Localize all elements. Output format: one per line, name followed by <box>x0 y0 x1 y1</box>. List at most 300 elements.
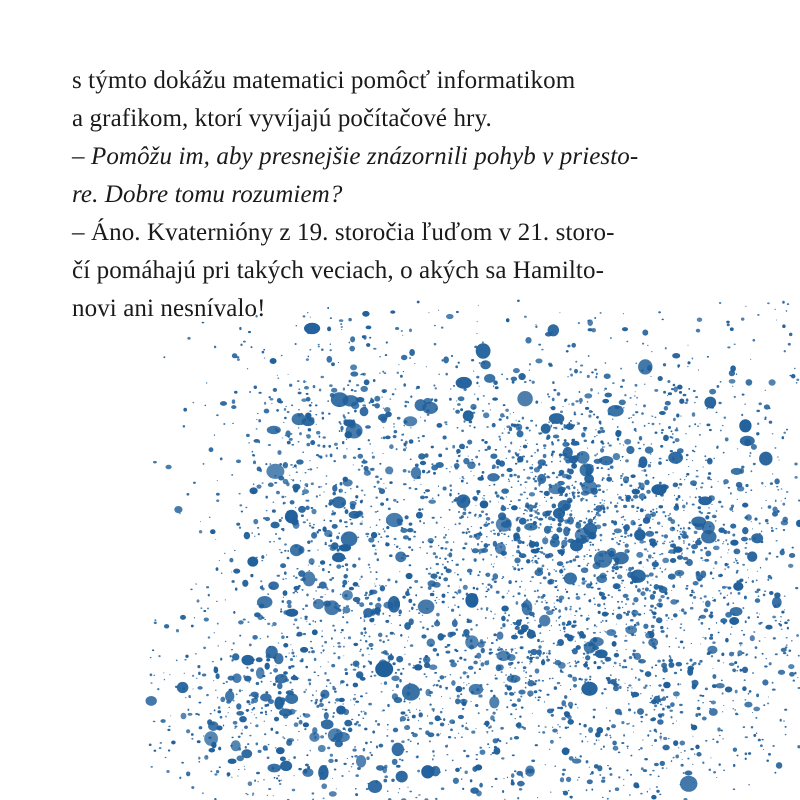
ink-dot <box>467 569 473 573</box>
ink-dot <box>512 754 515 756</box>
ink-dot <box>371 754 373 756</box>
ink-dot <box>238 769 239 770</box>
ink-dot <box>565 607 568 611</box>
ink-dot <box>732 602 734 604</box>
ink-dot <box>462 532 465 534</box>
ink-dot <box>703 601 704 602</box>
ink-dot <box>788 343 791 346</box>
ink-dot <box>733 764 735 767</box>
ink-dot <box>281 635 285 639</box>
ink-dot <box>380 478 383 480</box>
ink-dot <box>682 759 683 760</box>
ink-dot <box>343 763 346 765</box>
ink-dot <box>653 709 655 711</box>
ink-dot <box>336 788 337 789</box>
ink-dot <box>544 497 545 498</box>
ink-dot <box>293 486 298 493</box>
ink-dot <box>720 730 722 732</box>
ink-dot <box>418 720 419 721</box>
ink-dot <box>445 447 448 450</box>
ink-dot <box>479 514 482 517</box>
ink-dot <box>763 704 765 706</box>
ink-dot <box>650 594 655 600</box>
ink-dot <box>635 431 637 433</box>
ink-dot <box>615 787 619 791</box>
ink-dot <box>727 566 729 569</box>
ink-dot <box>712 578 715 580</box>
ink-dot <box>254 385 257 388</box>
ink-dot <box>609 773 612 776</box>
ink-dot <box>529 675 532 677</box>
ink-dot <box>467 675 470 678</box>
ink-dot <box>261 669 263 671</box>
ink-dot <box>523 727 526 730</box>
ink-dot <box>577 492 579 494</box>
ink-dot <box>277 683 283 690</box>
ink-dot <box>325 505 327 507</box>
ink-dot <box>411 732 414 734</box>
ink-dot <box>713 771 716 773</box>
ink-dot <box>453 541 454 542</box>
ink-dot <box>408 471 411 473</box>
ink-dot <box>194 617 195 619</box>
ink-dot <box>643 624 648 629</box>
ink-dot <box>616 624 617 625</box>
ink-dot <box>654 646 657 649</box>
ink-dot <box>306 358 309 361</box>
ink-dot <box>490 409 491 410</box>
ink-dot <box>469 425 471 427</box>
ink-dot <box>332 687 336 690</box>
ink-dot <box>493 484 495 486</box>
ink-dot <box>757 588 761 591</box>
ink-dot <box>549 413 564 424</box>
ink-dot <box>659 736 662 739</box>
ink-dot <box>631 687 632 688</box>
ink-dot <box>315 590 316 592</box>
ink-dot <box>437 653 439 655</box>
ink-dot <box>340 426 343 431</box>
ink-dot <box>523 492 526 494</box>
ink-dot <box>389 615 391 617</box>
ink-dot <box>552 503 557 508</box>
ink-dot <box>334 606 338 609</box>
ink-dot <box>672 433 674 435</box>
ink-dot <box>588 519 593 525</box>
ink-dot <box>530 649 537 655</box>
ink-dot <box>378 633 382 638</box>
ink-dot <box>208 594 210 597</box>
ink-dot <box>639 660 642 662</box>
ink-dot <box>439 557 441 559</box>
ink-dot <box>187 709 189 711</box>
ink-dot <box>404 444 406 446</box>
ink-dot <box>637 442 639 444</box>
ink-dot <box>276 677 278 679</box>
ink-dot <box>508 580 511 584</box>
ink-dot <box>700 423 701 424</box>
ink-dot <box>556 596 558 598</box>
ink-dot <box>293 675 295 677</box>
ink-dot <box>612 566 616 569</box>
ink-dot <box>373 348 376 350</box>
ink-dot <box>295 577 298 579</box>
ink-dot <box>601 692 604 694</box>
ink-dot <box>542 511 549 517</box>
ink-dot <box>662 542 665 544</box>
ink-dot <box>288 759 289 760</box>
ink-dot <box>637 588 641 592</box>
ink-dot <box>572 677 577 682</box>
ink-dot <box>214 667 219 674</box>
ink-dot <box>383 528 384 529</box>
ink-dot <box>282 528 284 531</box>
ink-dot <box>546 656 548 659</box>
ink-dot <box>501 606 508 612</box>
ink-dot <box>675 505 679 508</box>
ink-dot <box>298 553 300 554</box>
ink-dot <box>655 432 658 434</box>
ink-dot <box>353 698 356 701</box>
ink-dot <box>302 506 303 507</box>
ink-dot <box>524 481 525 483</box>
ink-dot <box>238 620 244 624</box>
ink-dot <box>570 689 571 690</box>
ink-dot <box>416 386 420 389</box>
ink-dot <box>350 371 358 376</box>
ink-dot <box>651 666 653 668</box>
ink-dot <box>749 455 751 457</box>
ink-dot <box>677 555 683 560</box>
ink-dot <box>667 380 670 383</box>
ink-dot <box>611 596 613 597</box>
ink-dot <box>659 423 661 424</box>
ink-dot <box>306 393 309 395</box>
ink-dot <box>476 588 479 591</box>
ink-dot <box>409 564 412 566</box>
ink-dot <box>564 572 577 584</box>
ink-dot <box>494 746 497 749</box>
ink-dot <box>600 621 602 623</box>
ink-dot <box>432 582 440 588</box>
ink-dot <box>293 521 300 529</box>
ink-dot <box>698 578 701 581</box>
ink-dot <box>473 587 475 590</box>
ink-dot <box>657 719 664 725</box>
ink-dot <box>449 719 455 724</box>
ink-dot <box>409 587 412 589</box>
ink-dot <box>631 610 638 616</box>
ink-dot <box>586 564 587 566</box>
ink-dot <box>733 748 737 752</box>
ink-dot <box>212 661 214 663</box>
ink-dot <box>741 466 744 469</box>
ink-dot <box>651 416 652 417</box>
ink-dot <box>644 597 646 600</box>
ink-dot <box>463 682 464 683</box>
ink-dot <box>436 602 438 603</box>
ink-dot <box>692 450 694 452</box>
ink-dot <box>438 485 439 487</box>
ink-dot <box>324 672 327 675</box>
ink-dot <box>283 422 285 423</box>
ink-dot <box>370 571 372 573</box>
ink-dot <box>191 786 194 789</box>
ink-dot <box>510 500 512 502</box>
ink-dot <box>492 467 494 469</box>
ink-dot <box>361 373 364 375</box>
ink-dot <box>559 616 560 618</box>
ink-dot <box>759 522 761 524</box>
ink-dot <box>522 417 524 420</box>
ink-dot <box>479 362 481 364</box>
ink-dot <box>203 647 206 649</box>
ink-dot <box>630 533 633 536</box>
ink-dot <box>279 549 280 551</box>
ink-dot <box>311 509 316 515</box>
ink-dot <box>644 605 646 607</box>
ink-dot <box>597 604 601 607</box>
ink-dot <box>668 392 672 395</box>
ink-dot <box>534 517 535 518</box>
ink-dot <box>381 691 383 692</box>
ink-dot <box>391 676 399 682</box>
ink-dot <box>320 666 321 667</box>
ink-dot <box>501 474 504 477</box>
ink-dot <box>258 750 262 753</box>
ink-dot <box>334 702 336 703</box>
ink-dot <box>508 480 510 482</box>
ink-dot <box>598 611 601 614</box>
ink-dot <box>321 349 324 351</box>
ink-dot <box>660 445 663 448</box>
ink-dot <box>202 792 204 794</box>
ink-dot <box>146 696 157 706</box>
ink-dot <box>492 423 496 428</box>
ink-dot <box>782 301 785 304</box>
ink-dot <box>334 732 350 742</box>
ink-dot <box>670 702 675 707</box>
ink-dot <box>220 658 222 661</box>
ink-dot <box>204 755 208 760</box>
ink-dot <box>557 392 561 396</box>
ink-dot <box>672 457 673 459</box>
ink-dot <box>573 559 577 562</box>
ink-dot <box>786 644 788 645</box>
ink-dot <box>361 465 363 467</box>
ink-dot <box>725 638 729 643</box>
ink-dot <box>622 516 624 518</box>
ink-dot <box>545 554 550 559</box>
ink-dot <box>778 670 785 675</box>
ink-dot <box>512 456 515 458</box>
ink-dot <box>339 544 351 551</box>
ink-dot <box>727 587 731 590</box>
ink-dot <box>797 677 798 678</box>
ink-dot <box>319 389 321 392</box>
ink-dot <box>664 534 668 538</box>
ink-dot <box>444 558 446 560</box>
ink-dot <box>515 633 516 634</box>
ink-dot <box>788 564 793 568</box>
ink-dot <box>215 539 216 540</box>
ink-dot <box>149 744 152 747</box>
ink-dot <box>375 476 379 479</box>
ink-dot <box>676 721 677 722</box>
ink-dot <box>289 767 291 769</box>
ink-dot <box>591 371 594 373</box>
ink-dot <box>331 739 335 742</box>
ink-dot <box>291 665 295 667</box>
ink-dot <box>653 567 656 569</box>
ink-dot <box>150 682 152 683</box>
ink-dot <box>595 520 596 521</box>
ink-dot <box>439 685 442 688</box>
ink-dot <box>776 540 778 542</box>
ink-dot <box>306 485 308 487</box>
ink-dot <box>779 459 780 460</box>
ink-dot <box>421 508 423 510</box>
ink-dot <box>539 655 541 657</box>
ink-dot <box>595 514 597 516</box>
ink-dot <box>673 418 676 421</box>
ink-dot <box>403 499 405 501</box>
ink-dot <box>738 580 742 583</box>
ink-dot <box>544 473 546 475</box>
ink-dot <box>303 713 306 716</box>
ink-dot <box>619 712 622 715</box>
ink-dot <box>571 403 574 406</box>
ink-dot <box>631 692 639 697</box>
ink-dot <box>405 591 409 596</box>
ink-dot <box>371 468 375 471</box>
ink-dot <box>537 558 539 560</box>
ink-dot <box>591 789 593 791</box>
ink-dot <box>328 759 333 763</box>
ink-dot <box>267 704 270 707</box>
ink-dot <box>404 698 406 700</box>
ink-dot <box>496 494 500 497</box>
ink-dot <box>219 560 220 561</box>
ink-dot <box>772 682 774 684</box>
ink-dot <box>511 782 515 786</box>
ink-dot <box>652 509 654 511</box>
ink-dot <box>621 517 623 519</box>
ink-dot <box>524 509 527 511</box>
ink-dot <box>415 488 418 490</box>
ink-dot <box>188 713 193 716</box>
ink-dot <box>507 656 509 658</box>
ink-dot <box>529 429 531 431</box>
ink-dot <box>396 501 398 503</box>
ink-dot <box>210 770 212 772</box>
ink-dot <box>589 555 592 557</box>
ink-dot <box>439 599 440 600</box>
ink-dot <box>773 637 776 639</box>
ink-dot <box>577 552 578 553</box>
text-line-2: a grafikom, ktorí vyvíjajú počítačové hry. <box>72 105 492 132</box>
ink-dot <box>332 778 333 779</box>
ink-dot <box>335 603 337 605</box>
ink-dot <box>526 498 528 499</box>
ink-dot <box>527 443 528 444</box>
ink-dot <box>796 382 798 384</box>
ink-dot <box>384 372 386 374</box>
ink-dot <box>294 618 297 621</box>
ink-dot <box>457 453 459 454</box>
ink-dot <box>548 652 551 655</box>
ink-dot <box>577 530 579 532</box>
ink-dot <box>514 692 516 694</box>
ink-dot <box>344 507 346 509</box>
ink-dot <box>356 495 358 497</box>
ink-dot <box>398 792 399 793</box>
ink-dot <box>699 538 701 540</box>
ink-dot <box>603 511 606 514</box>
ink-dot <box>402 684 420 701</box>
ink-dot <box>275 428 277 430</box>
ink-dot <box>686 547 688 549</box>
ink-dot <box>601 596 606 600</box>
ink-dot <box>631 498 634 501</box>
ink-dot <box>683 611 686 614</box>
ink-dot <box>293 775 294 776</box>
ink-dot <box>343 455 347 459</box>
ink-dot <box>696 575 697 576</box>
ink-dot <box>307 550 310 552</box>
splatter-dots <box>146 300 800 800</box>
ink-dot <box>284 408 286 411</box>
ink-dot <box>325 713 327 715</box>
ink-dot <box>286 739 292 745</box>
ink-dot <box>737 448 738 449</box>
ink-dot <box>602 399 609 403</box>
ink-dot <box>707 476 710 479</box>
ink-dot <box>554 603 555 604</box>
ink-dot <box>512 596 514 598</box>
text-line-5: – Áno. Kvaternióny z 19. storočia ľuďom v 21. storo- <box>72 219 615 246</box>
ink-dot <box>781 648 787 652</box>
ink-dot <box>475 456 478 459</box>
ink-dot <box>683 394 687 397</box>
ink-dot <box>329 499 334 502</box>
ink-dot <box>396 771 408 783</box>
ink-dot <box>774 447 776 448</box>
ink-dot <box>252 635 258 640</box>
ink-dot <box>672 723 674 725</box>
ink-dot <box>696 488 697 490</box>
ink-dot <box>391 779 395 782</box>
ink-dot <box>207 607 209 609</box>
ink-dot <box>230 655 232 657</box>
ink-dot <box>358 724 361 726</box>
ink-dot <box>216 499 219 502</box>
ink-dot <box>783 529 785 531</box>
ink-dot <box>326 718 327 719</box>
ink-dot <box>704 547 707 549</box>
ink-dot <box>483 689 484 690</box>
ink-dot <box>341 743 343 745</box>
ink-dot <box>436 684 439 686</box>
ink-dot <box>461 429 464 432</box>
ink-dot <box>557 585 558 586</box>
ink-dot <box>422 627 424 629</box>
ink-dot <box>538 344 541 346</box>
ink-dot <box>394 633 395 635</box>
ink-dot <box>496 459 501 465</box>
ink-dot <box>636 622 638 624</box>
ink-dot <box>761 482 763 485</box>
